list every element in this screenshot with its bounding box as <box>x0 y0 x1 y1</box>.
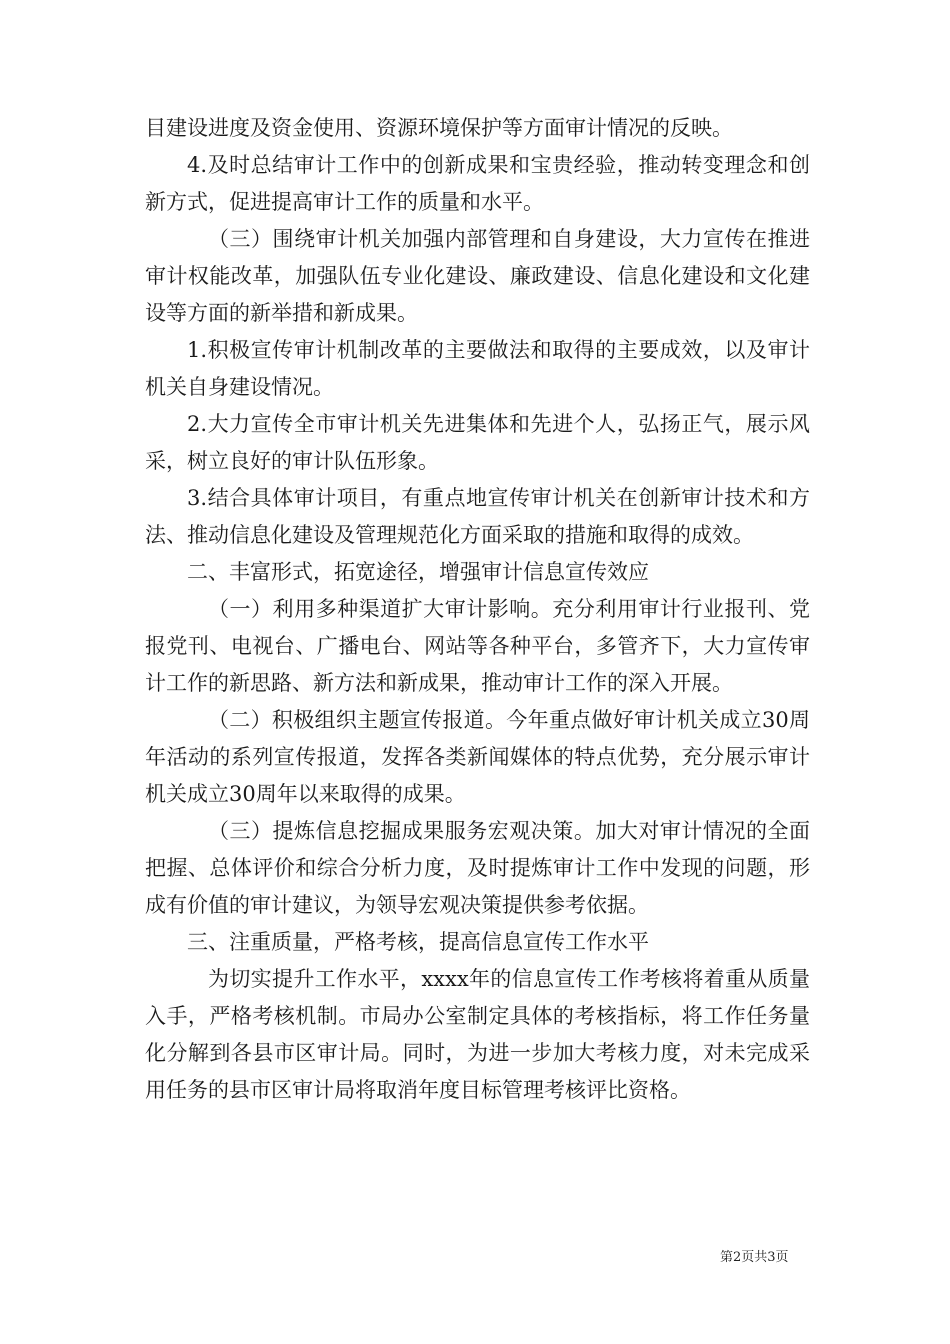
paragraph-subsection-1: （一）利用多种渠道扩大审计影响。充分利用审计行业报刊、党报党刊、电视台、广播电台、网站等各种平台，多管齐下，大力宣传审计工作的新思路、新方法和新成果，推动审计工作的深入开展。 <box>145 597 810 695</box>
paragraph-subsection-2: （二）积极组织主题宣传报道。今年重点做好审计机关成立30周年活动的系列宣传报道，发挥各类新闻媒体的特点优势，充分展示审计机关成立30周年以来取得的成果。 <box>145 708 810 806</box>
paragraph-item-2: 2.大力宣传全市审计机关先进集体和先进个人，弘扬正气，展示风采，树立良好的审计队伍形象。 <box>145 412 810 473</box>
paragraph-item-4: 4.及时总结审计工作中的创新成果和宝贵经验，推动转变理念和创新方式，促进提高审计工作的质量和水平。 <box>145 153 810 214</box>
section-heading-2: 二、丰富形式，拓宽途径，增强审计信息宣传效应 <box>187 560 649 584</box>
page-indicator: 第2页共3页 <box>720 1250 789 1265</box>
paragraph-continuation: 目建设进度及资金使用、资源环境保护等方面审计情况的反映。 <box>145 116 733 140</box>
document-body <box>145 110 810 1109</box>
paragraph-item-1: 1.积极宣传审计机制改革的主要做法和取得的主要成效，以及审计机关自身建设情况。 <box>145 338 810 399</box>
paragraph-subsection-3: （三）提炼信息挖掘成果服务宏观决策。加大对审计情况的全面把握、总体评价和综合分析力度，及时提炼审计工作中发现的问题，形成有价值的审计建议，为领导宏观决策提供参考依据。 <box>145 819 810 917</box>
section-heading-3: 三、注重质量，严格考核，提高信息宣传工作水平 <box>187 930 649 954</box>
paragraph-section-3: （三）围绕审计机关加强内部管理和自身建设，大力宣传在推进审计权能改革，加强队伍专业化建设、廉政建设、信息化建设和文化建设等方面的新举措和新成果。 <box>145 227 810 325</box>
paragraph-assessment: 为切实提升工作水平，xxxx年的信息宣传工作考核将着重从质量入手，严格考核机制。市局办公室制定具体的考核指标，将工作任务量化分解到各县市区审计局。同时，为进一步加大考核力度，对未完成采用任务的县市区审计局将取消年度目标管理考核评比资格。 <box>145 967 810 1102</box>
paragraph-item-3: 3.结合具体审计项目，有重点地宣传审计机关在创新审计技术和方法、推动信息化建设及管理规范化方面采取的措施和取得的成效。 <box>145 486 810 547</box>
